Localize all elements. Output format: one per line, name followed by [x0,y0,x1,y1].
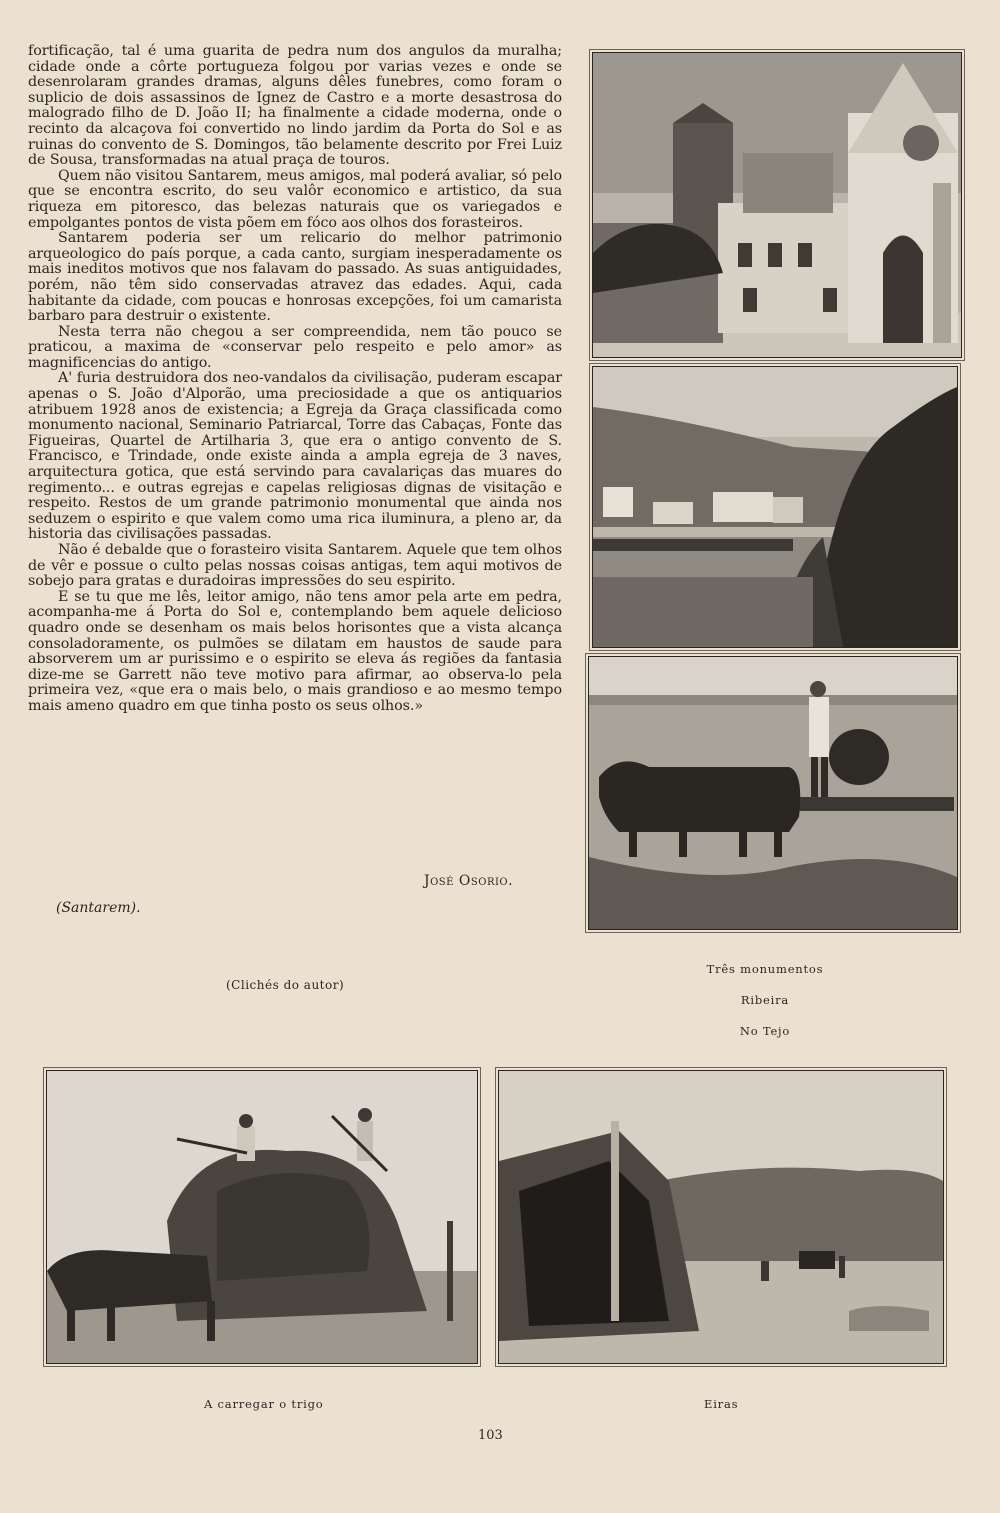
photo-ribeira [592,366,958,648]
page-number: 103 [478,1428,503,1443]
photo-eiras [498,1070,944,1364]
article-paragraph: Quem não visitou Santarem, meus amigos, mal poderá avaliar, só pelo que se encontra escrito, do seu valôr economico e artistico, da sua riqueza em pitoresco, das belezas naturais que os variegados e empolgantes pontos de vista põem em fóco aos olhos dos forasteiros. [28,167,562,231]
caption-carregar-trigo: A carregar o trigo [204,1397,324,1411]
article-text [28,44,562,715]
author-signature: José Osorio. [424,873,514,889]
article-paragraph: Não é debalde que o forasteiro visita Santarem. Aquele que tem olhos de vêr e possue o culto pelas nossas coisas antigas, tem aqui motivos de sobejo para gratas e duradoiras impressões do seu espirito. [28,542,562,590]
photo-no-tejo [588,656,958,930]
photo-credit: (Clichés do autor) [226,978,345,992]
photo-tres-monumentos [592,52,962,358]
article-paragraph: fortificação, tal é uma guarita de pedra num dos angulos da muralha; cidade onde a côrte portugueza folgou por varias vezes e onde se desenrolaram grandes dramas, alguns dêles funebres, como foram o suplicio de dois assassinos de Ignez de Castro e a morte desastrosa do malogrado filho de D. João II; ha finalmente a cidade moderna, onde o recinto da alcaçova foi convertido no lindo jardim da Porta do Sol e as ruinas do convento de S. Domingos, tão belamente descrito por Frei Luiz de Sousa, transformadas na atual praça de touros. [28,43,562,169]
article-paragraph: E se tu que me lês, leitor amigo, não tens amor pela arte em pedra, acompanha-me á Porta do Sol e, contemplando bem aquele delicioso quadro onde se desenham os mais belos horisontes que a vista alcança consoladoramente, os pulmões se dilatam em haustos de saude para absorverem um ar purissimo e o espirito se eleva ás regiões da fantasia dize-me se Garrett não teve motivo para afirmar, ao observa-lo pela primeira vez, «que era o mais belo, o mais grandioso e ao mesmo tempo mais ameno quadro em que tinha posto os seus olhos.» [28,588,562,714]
article-paragraph: Santarem poderia ser um relicario do melhor patrimonio arqueologico do país porque, a cada canto, surgiam inesperadamente os mais ineditos motivos que nos falavam do passado. As suas antiguidades, porém, não têm sido conservadas atravez das edades. Aqui, cada habitante da cidade, com poucas e honrosas excepções, foi um camarista barbaro para destruir o existente. [28,230,562,325]
place-note: (Santarem). [56,900,141,916]
caption-eiras: Eiras [704,1397,739,1411]
article-paragraph: A' furia destruidora dos neo-vandalos da civilisação, puderam escapar apenas o S. João d'Alporão, uma preciosidade a que os antiquarios atribuem 1928 anos de existencia; a Egreja da Graça classificada como monumento nacional, Seminario Patriarcal, Torre das Cabaças, Fonte das Figueiras, Quartel de Artilharia 3, que era o antigo convento de S. Francisco, e Trindade, onde existe ainda a ampla egreja de 3 naves, arquitectura gotica, que está servindo para cavalariças das muares do regimento... e outras egrejas e capelas religiosas dignas de visitação e respeito. Restos de um grande patrimonio monumental que ainda nos seduzem o espirito e que valem como uma rica iluminura, a pleno ar, da historia das civilisações passadas. [28,370,562,543]
photo-carregar-trigo [46,1070,478,1364]
article-paragraph: Nesta terra não chegou a ser compreendida, nem tão pouco se praticou, a maxima de «conservar pelo respeito e pelo amor» as magnificencias do antigo. [28,323,562,371]
caption-no-tejo: No Tejo [739,1024,791,1038]
caption-tres-monumentos: Três monumentos [706,962,824,976]
right-photo-captions [690,954,840,1047]
caption-ribeira: Ribeira [740,993,790,1007]
